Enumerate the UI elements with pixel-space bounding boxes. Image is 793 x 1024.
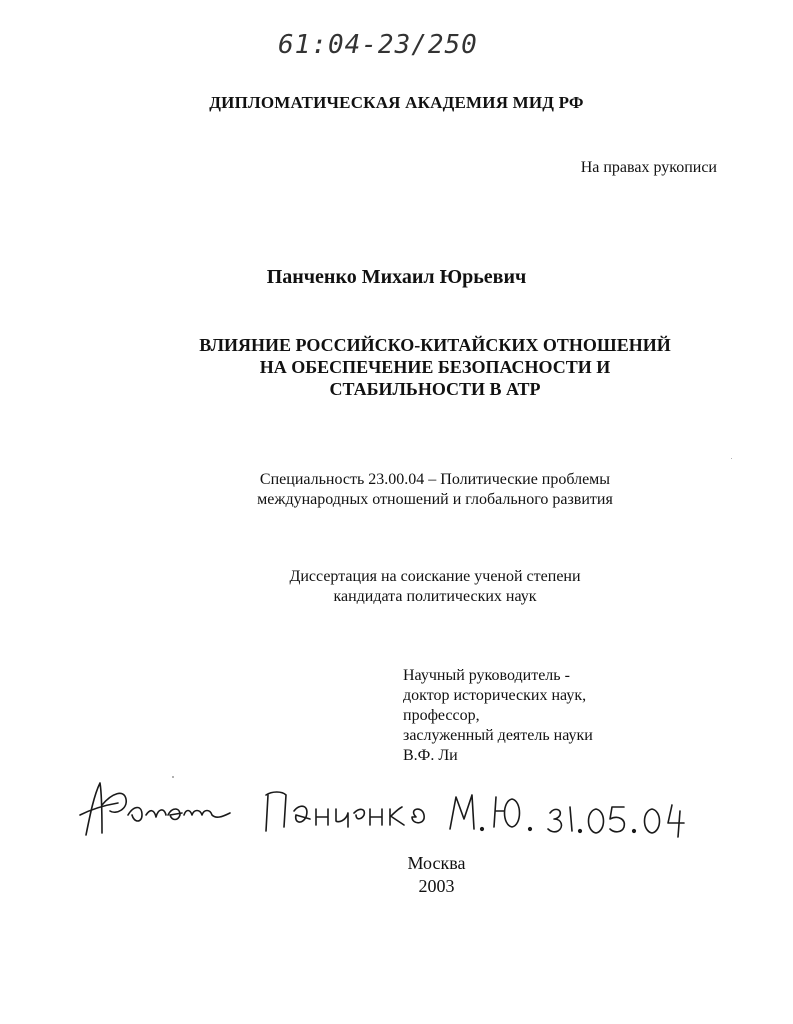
year: 2003 <box>418 876 455 896</box>
scan-speck <box>172 776 174 778</box>
degree-line: кандидата политических наук <box>333 588 537 605</box>
specialty-line: Специальность 23.00.04 – Политические проблемы <box>259 471 611 488</box>
dissertation-title <box>100 334 770 400</box>
city-year <box>0 852 793 898</box>
specialty-line: международных отношений и глобального развития <box>257 491 613 508</box>
title-line: СТАБИЛЬНОСТИ В АТР <box>329 379 541 399</box>
handwritten-signature <box>72 775 712 850</box>
degree-line: Диссертация на соискание ученой степени <box>289 568 581 585</box>
advisor-line: В.Ф. Ли <box>403 747 458 764</box>
city: Москва <box>407 853 466 873</box>
degree-info <box>100 567 770 607</box>
title-line: НА ОБЕСПЕЧЕНИЕ БЕЗОПАСНОСТИ И <box>259 357 611 377</box>
scan-speck <box>731 458 732 459</box>
specialty <box>100 470 770 510</box>
advisor-line: профессор, <box>403 707 480 724</box>
advisor-line: заслуженный деятель науки <box>403 727 593 744</box>
advisor-line: Научный руководитель - <box>403 667 570 684</box>
title-line: ВЛИЯНИЕ РОССИЙСКО-КИТАЙСКИХ ОТНОШЕНИЙ <box>199 335 671 355</box>
academy-name: ДИПЛОМАТИЧЕСКАЯ АКАДЕМИЯ МИД РФ <box>209 93 584 112</box>
scientific-advisor <box>403 666 593 766</box>
archive-stamp: 61:04-23/250 <box>278 30 478 60</box>
manuscript-rights: На правах рукописи <box>580 159 717 176</box>
author-name: Панченко Михаил Юрьевич <box>266 266 527 288</box>
advisor-line: доктор исторических наук, <box>403 687 587 704</box>
